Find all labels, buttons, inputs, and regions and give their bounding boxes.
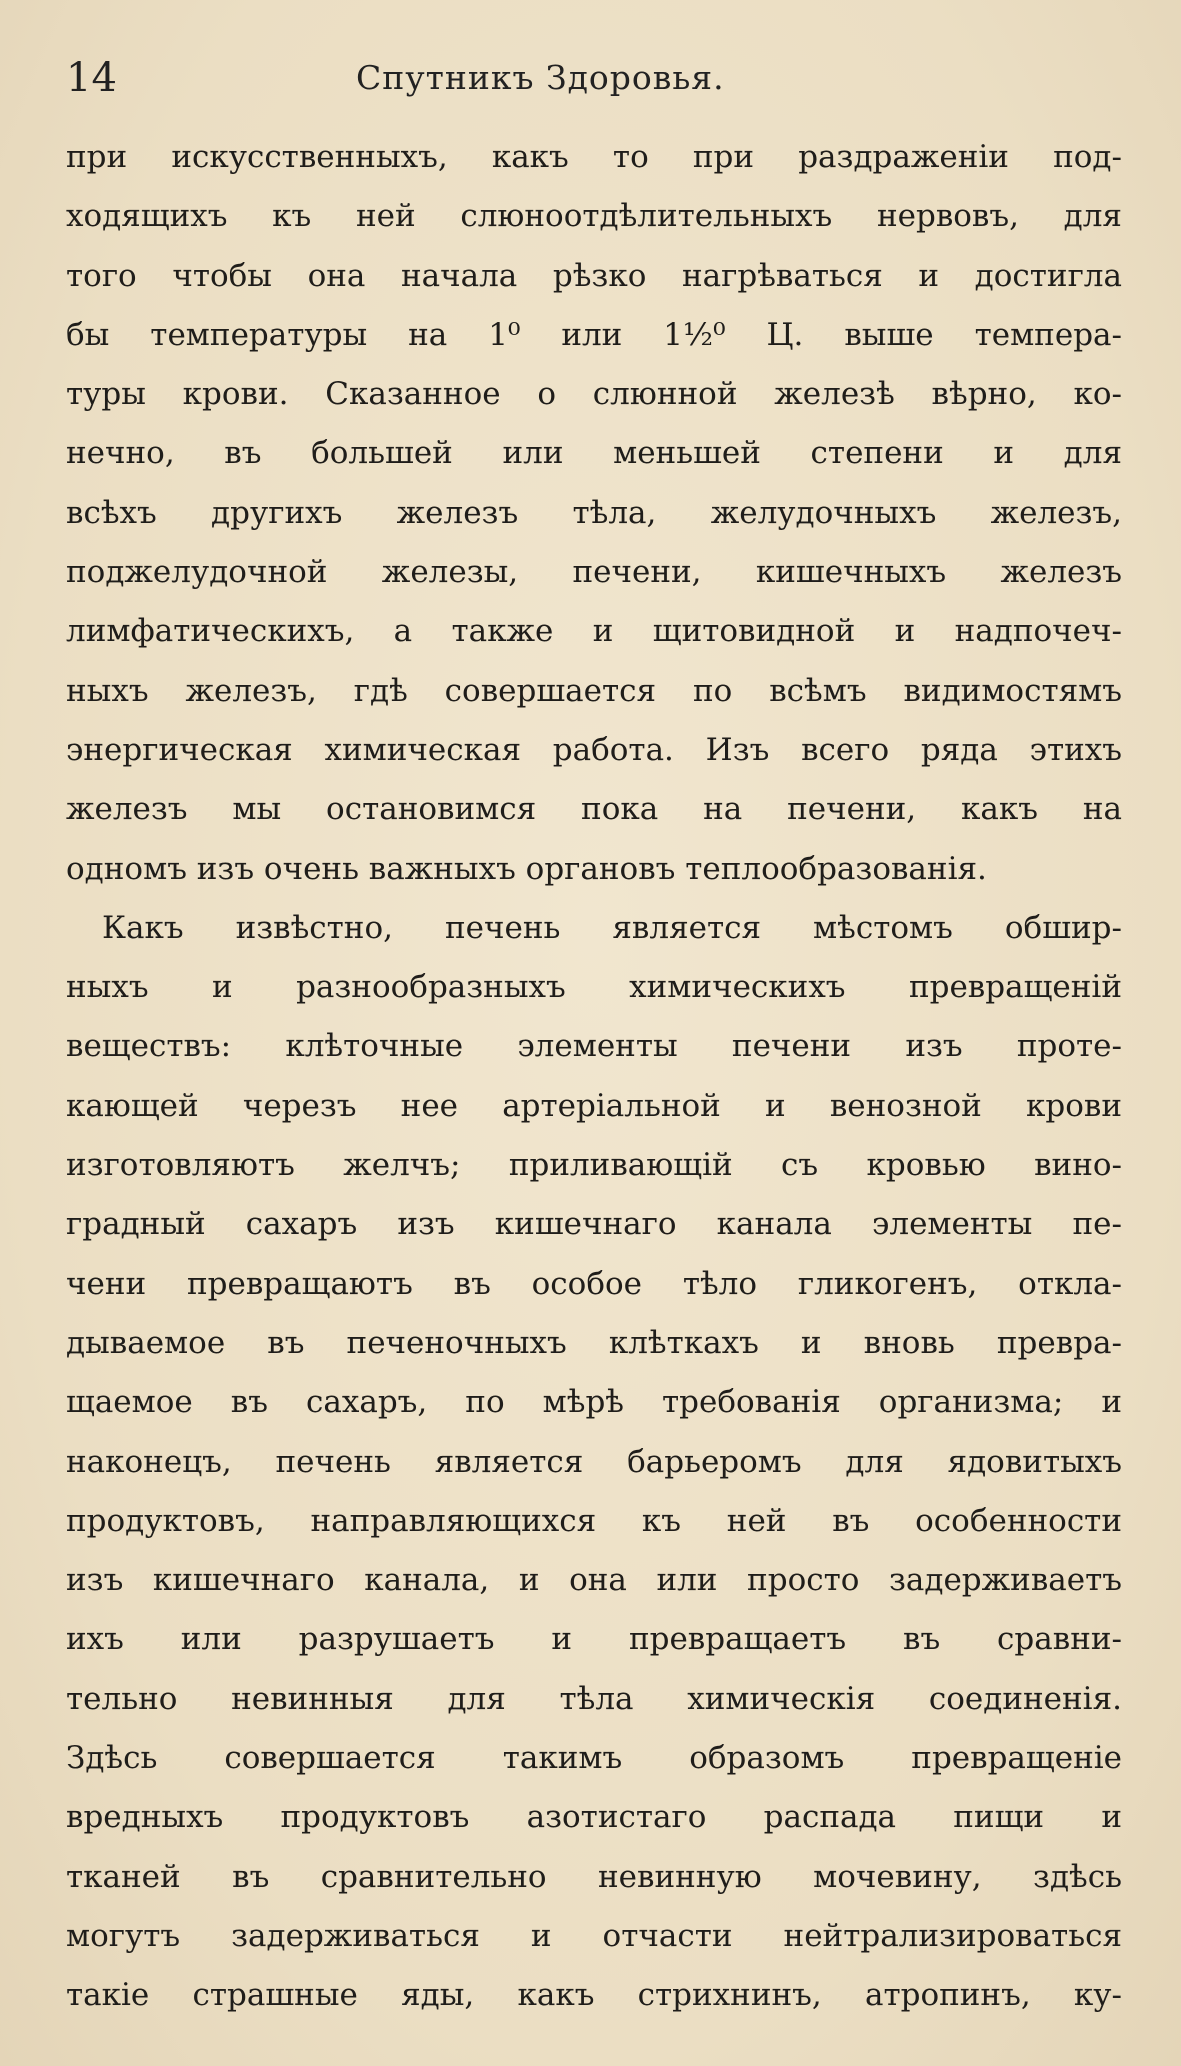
page-number: 14	[66, 55, 117, 101]
text-line: чени превращаютъ въ особое тѣло гликогенъ, откла-	[66, 1265, 1122, 1302]
text-line: одномъ изъ очень важныхъ органовъ теплообразованія.	[66, 850, 987, 887]
text-line: при искусственныхъ, какъ то при раздраженіи под-	[66, 139, 1122, 175]
text-line: лимфатическихъ, а также и щитовидной и надпочеч-	[66, 613, 1122, 650]
text-line: туры крови. Сказанное о слюнной железѣ вѣрно, ко-	[66, 376, 1122, 413]
text-line: поджелудочной железы, печени, кишечныхъ железъ	[66, 554, 1122, 591]
text-line: кающей черезъ нее артеріальной и венозной крови	[66, 1087, 1122, 1124]
text-line: градный сахаръ изъ кишечнаго канала элементы пе-	[66, 1206, 1122, 1243]
text-line: железъ мы остановимся пока на печени, какъ на	[66, 791, 1122, 828]
text-line: тельно невинныя для тѣла химическія соединенія.	[66, 1680, 1122, 1717]
text-line: такіе страшные яды, какъ стрихнинъ, атропинъ, ку-	[66, 1977, 1122, 2014]
text-line: веществъ: клѣточные элементы печени изъ проте-	[66, 1028, 1122, 1065]
text-line: ихъ или разрушаетъ и превращаетъ въ сравни-	[66, 1621, 1122, 1658]
text-line: дываемое въ печеночныхъ клѣткахъ и вновь превра-	[66, 1324, 1122, 1361]
text-line: ныхъ и разнообразныхъ химическихъ превращеній	[66, 969, 1122, 1006]
text-line: изъ кишечнаго канала, и она или просто задерживаетъ	[66, 1562, 1122, 1599]
text-line: изготовляютъ желчъ; приливающій съ кровью вино-	[66, 1147, 1122, 1184]
text-line: нечно, въ большей или меньшей степени и для	[66, 435, 1122, 472]
text-line: ныхъ железъ, гдѣ совершается по всѣмъ видимостямъ	[66, 672, 1122, 709]
text-line: бы температуры на 1⁰ или 1½⁰ Ц. выше темпера-	[66, 316, 1122, 353]
text-line: щаемое въ сахаръ, по мѣрѣ требованія организма; и	[66, 1384, 1122, 1421]
text-line: энергическая химическая работа. Изъ всего ряда этихъ	[66, 731, 1122, 768]
text-line: тканей въ сравнительно невинную мочевину, здѣсь	[66, 1858, 1122, 1895]
text-line: наконецъ, печень является барьеромъ для ядовитыхъ	[66, 1443, 1122, 1480]
body-text	[66, 128, 1122, 2026]
text-line: всѣхъ другихъ железъ тѣла, желудочныхъ железъ,	[66, 494, 1122, 531]
page-header	[66, 48, 1122, 108]
text-line: того чтобы она начала рѣзко нагрѣваться и достигла	[66, 257, 1122, 294]
text-line: Здѣсь совершается такимъ образомъ превращеніе	[66, 1740, 1122, 1777]
text-line: могутъ задерживаться и отчасти нейтрализироваться	[66, 1917, 1122, 1954]
text-line: продуктовъ, направляющихся къ ней въ особенности	[66, 1502, 1122, 1539]
text-line: Какъ извѣстно, печень является мѣстомъ обшир-	[102, 909, 1122, 946]
running-title: Спутникъ Здоровья.	[356, 58, 725, 97]
text-line: ходящихъ къ ней слюноотдѣлительныхъ нервовъ, для	[66, 198, 1122, 235]
text-line: вредныхъ продуктовъ азотистаго распада пищи и	[66, 1799, 1122, 1836]
